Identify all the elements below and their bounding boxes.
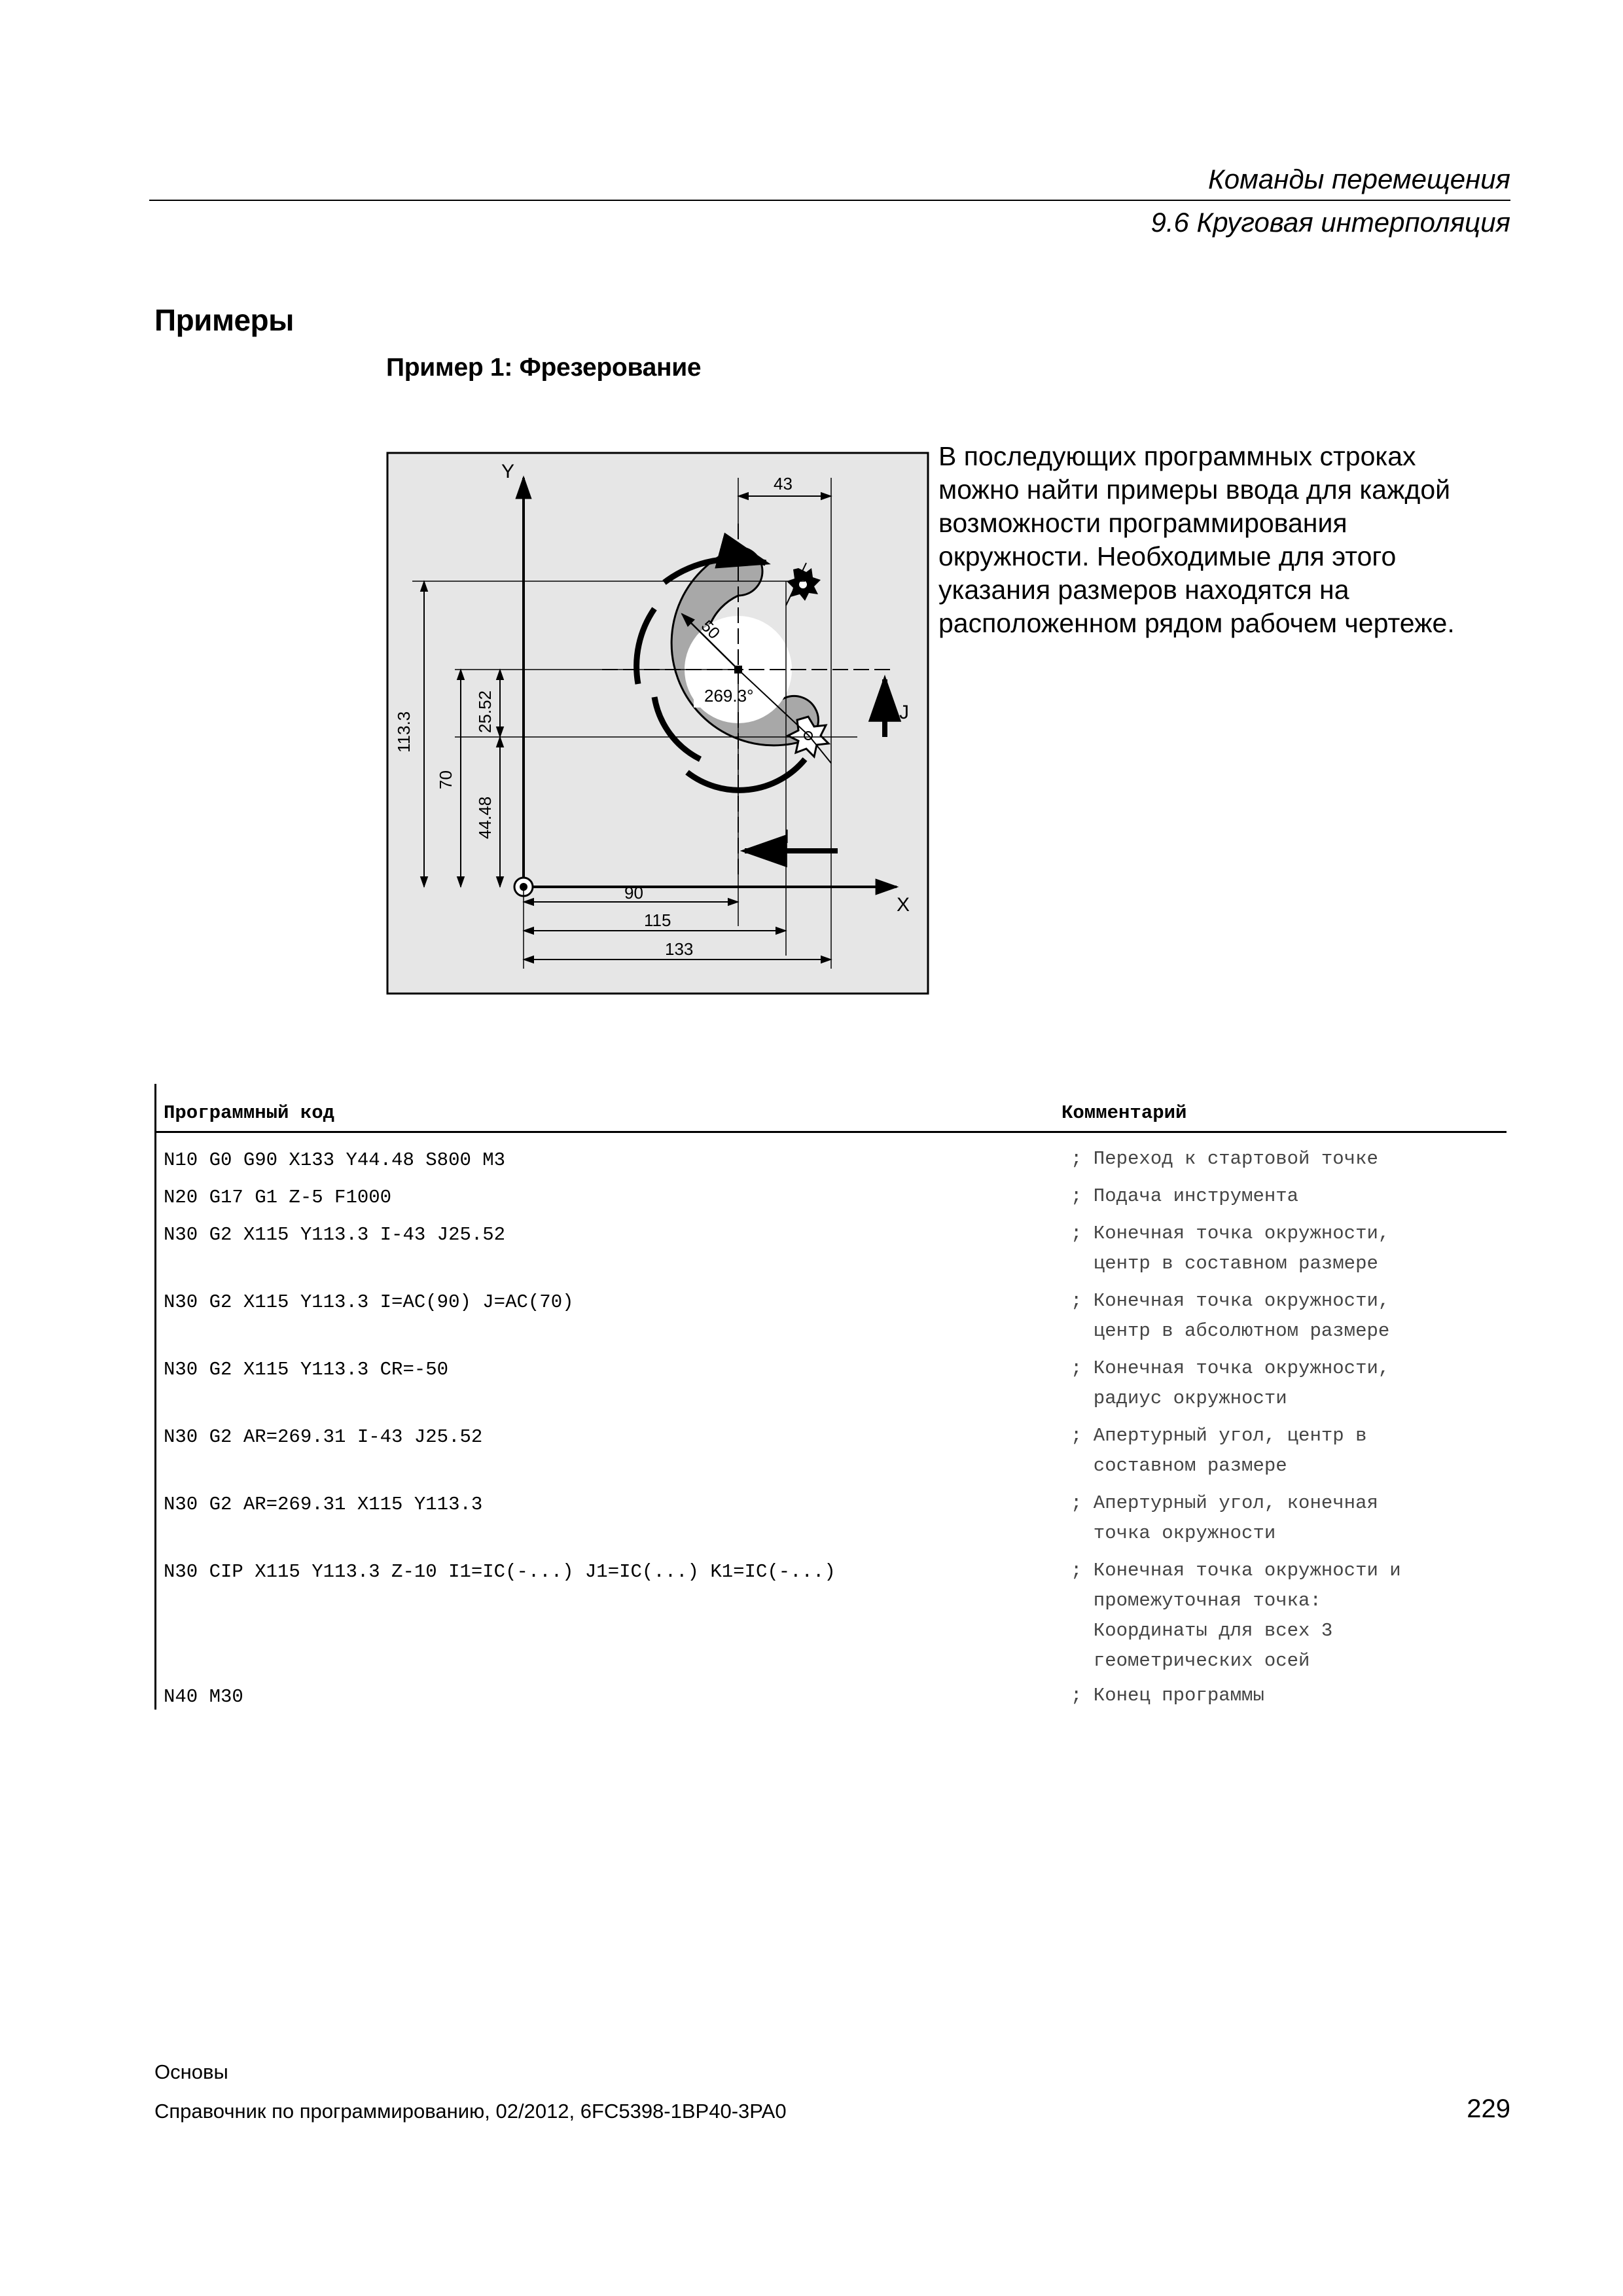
code-cell: N20 G17 G1 Z-5 F1000 xyxy=(164,1187,392,1208)
chapter-title: Команды перемещения xyxy=(1207,164,1510,194)
x-axis-label: X xyxy=(897,894,910,916)
y-axis-label: Y xyxy=(501,461,515,482)
i-label: I xyxy=(784,826,790,848)
code-cell: N30 CIP X115 Y113.3 Z-10 I1=IC(-...) J1=IC(...) K1=IC(-...) xyxy=(164,1561,836,1583)
table-left-border xyxy=(154,1084,156,1710)
dim-113-label: 113.3 xyxy=(394,711,414,753)
comment-cell: ; Конечная точка окружности, центр в абсолютном размере xyxy=(1071,1290,1390,1342)
code-cell: N10 G0 G90 X133 Y44.48 S800 M3 xyxy=(164,1149,506,1171)
example-heading: Пример 1: Фрезерование xyxy=(386,353,702,382)
comment-cell: ; Конец программы xyxy=(1071,1685,1264,1706)
page-number: 229 xyxy=(1467,2094,1510,2123)
col-header-comment: Комментарий xyxy=(1061,1102,1187,1124)
comment-cell: ; Конечная точка окружности, радиус окружности xyxy=(1071,1357,1390,1409)
dim-133-label: 133 xyxy=(665,939,694,959)
code-cell: N30 G2 X115 Y113.3 I=AC(90) J=AC(70) xyxy=(164,1291,574,1313)
comment-cell: ; Переход к стартовой точке xyxy=(1071,1148,1378,1170)
description-text: В последующих программных строках можно найти примеры ввода для каждой возможности программирования окружности. Необходимые для этого указания размеров находятся на расположенном рядом рабочем чертеже. xyxy=(938,441,1455,638)
comment-cell: ; Конечная точка окружности, центр в составном размере xyxy=(1071,1223,1390,1274)
code-cell: N40 M30 xyxy=(164,1686,243,1708)
comment-cell: ; Подача инструмента xyxy=(1071,1185,1299,1207)
col-header-code: Программный код xyxy=(164,1102,335,1124)
code-cell: N30 G2 AR=269.31 X115 Y113.3 xyxy=(164,1494,483,1515)
comment-cell: ; Апертурный угол, центр в составном размере xyxy=(1071,1425,1367,1477)
code-cell: N30 G2 AR=269.31 I-43 J25.52 xyxy=(164,1426,483,1448)
section-title-header: 9.6 Круговая интерполяция xyxy=(1150,207,1510,238)
section-heading: Примеры xyxy=(154,303,294,337)
dim-90-label: 90 xyxy=(624,883,643,903)
dim-115-label: 115 xyxy=(644,910,671,930)
angle-label: 269.3° xyxy=(704,686,754,706)
dim-43-label: 43 xyxy=(774,474,793,493)
header-rule xyxy=(149,200,1510,201)
j-label: J xyxy=(899,702,909,723)
code-cell: N30 G2 X115 Y113.3 CR=-50 xyxy=(164,1359,449,1380)
footer-line1: Основы xyxy=(154,2060,228,2083)
footer-line2: Справочник по программированию, 02/2012, 6FC5398-1BP40-3PA0 xyxy=(154,2100,787,2123)
dim-44-label: 44.48 xyxy=(475,796,495,839)
code-cell: N30 G2 X115 Y113.3 I-43 J25.52 xyxy=(164,1224,506,1246)
dim-25-label: 25.52 xyxy=(475,690,495,733)
comment-cell: ; Конечная точка окружности и промежуточная точка: Координаты для всех 3 геометрических осей xyxy=(1071,1560,1401,1672)
radius-label: 50 xyxy=(697,617,724,643)
comment-cell: ; Апертурный угол, конечная точка окружности xyxy=(1071,1492,1378,1544)
milling-drawing xyxy=(386,452,929,995)
table-header-rule xyxy=(154,1131,1507,1133)
dim-70-label: 70 xyxy=(436,770,455,789)
